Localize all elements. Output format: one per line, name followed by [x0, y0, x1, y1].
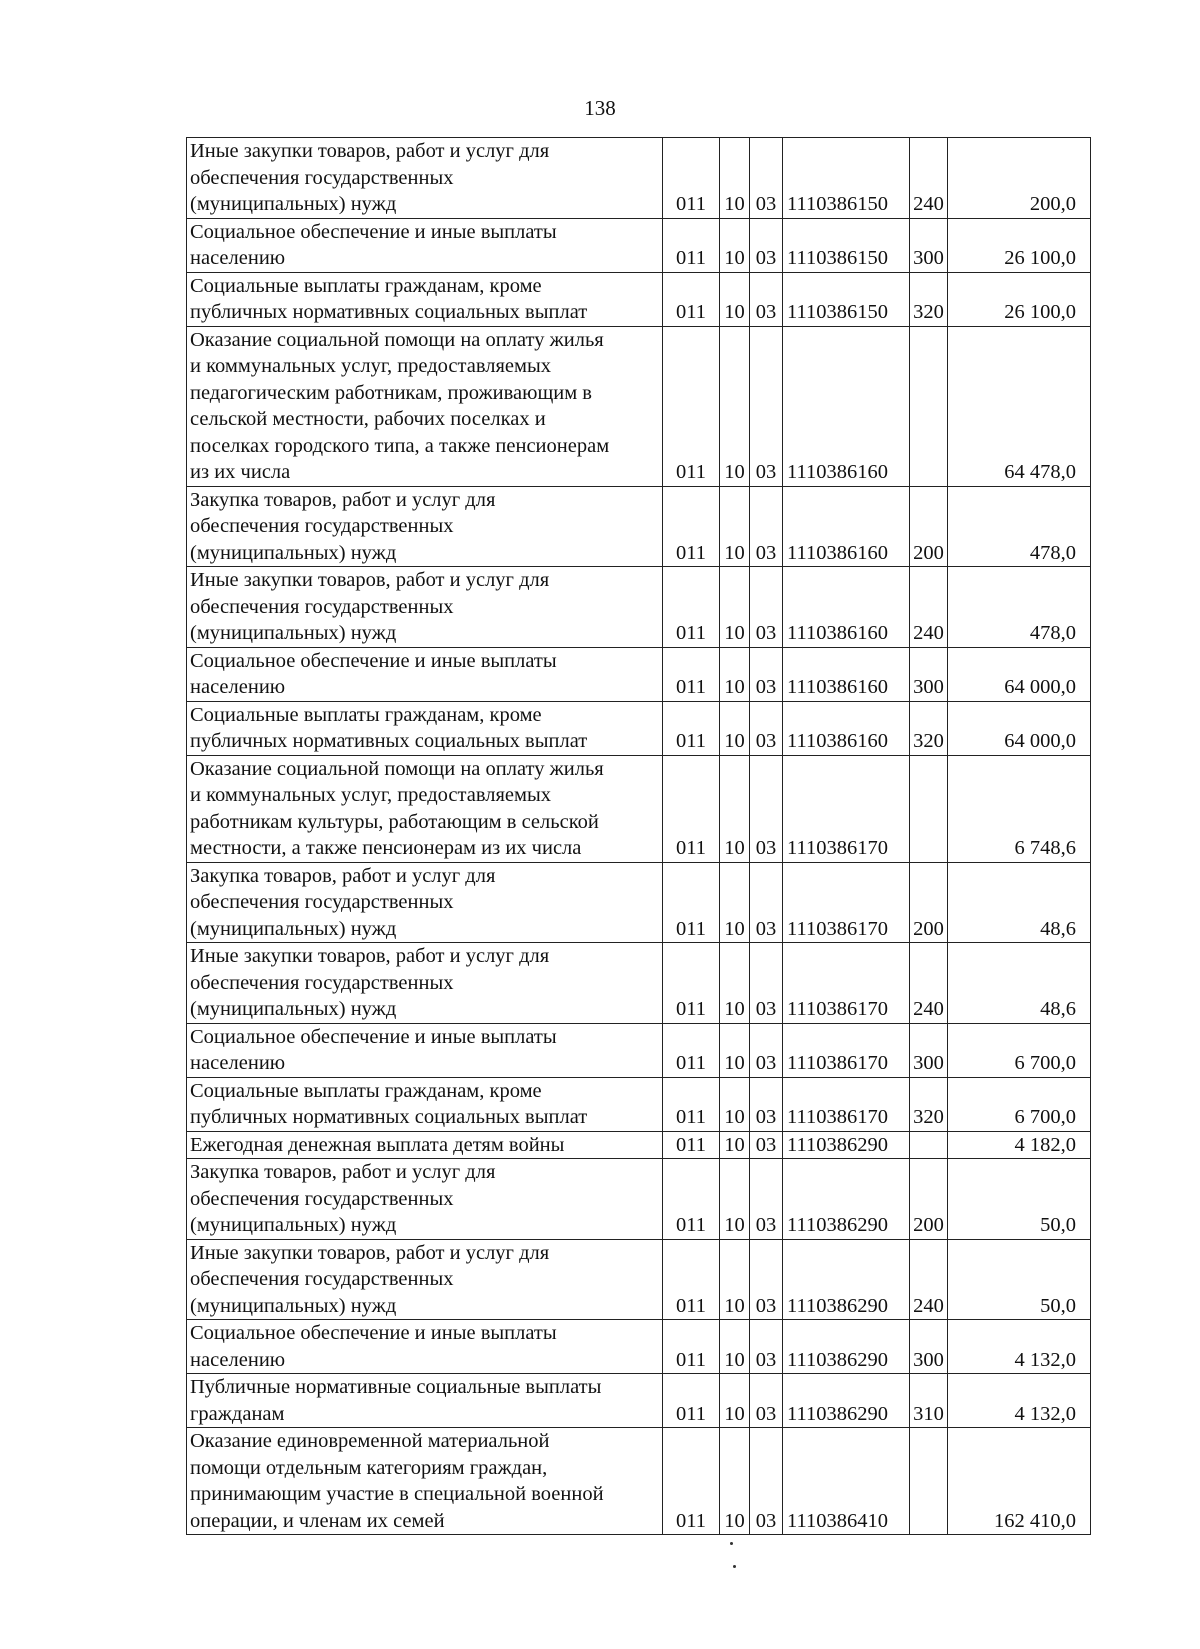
ministry-code: 011	[663, 755, 720, 862]
row-name-line: (муниципальных) нужд	[190, 622, 397, 644]
amount: 478,0	[948, 567, 1091, 648]
row-name-line: (муниципальных) нужд	[190, 917, 397, 940]
section-code: 10	[720, 1428, 750, 1535]
target-article-code: 1110386160	[783, 326, 910, 486]
row-name-line: Иные закупки товаров, работ и услуг для	[190, 1241, 550, 1264]
target-article-code: 1110386160	[783, 567, 910, 648]
ministry-code: 011	[663, 1428, 720, 1535]
table-row	[187, 647, 1091, 701]
target-article-code: 1110386170	[783, 1077, 910, 1131]
subsection-code: 03	[750, 943, 783, 1024]
target-article-code: 1110386170	[783, 1023, 910, 1077]
subsection-code: 03	[750, 701, 783, 755]
expense-kind-code: 240	[910, 567, 948, 648]
row-name-line: Закупка товаров, работ и услуг для	[190, 1161, 496, 1183]
section-code: 10	[720, 1159, 750, 1240]
expense-kind-code: 240	[910, 1239, 948, 1320]
expense-kind-code: 300	[910, 647, 948, 701]
section-code: 10	[720, 138, 750, 219]
expense-kind-code	[910, 755, 948, 862]
row-name-line: публичных нормативных социальных выплат	[190, 1106, 588, 1128]
subsection-code: 03	[750, 755, 783, 862]
target-article-code: 1110386160	[783, 486, 910, 567]
amount: 6 748,6	[948, 755, 1091, 862]
amount: 64 478,0	[948, 326, 1091, 486]
table-row	[187, 1159, 1091, 1240]
subsection-code: 03	[750, 862, 783, 943]
row-name-line: Оказание социальной помощи на оплату жилья	[190, 328, 604, 351]
section-code: 10	[720, 1374, 750, 1428]
subsection-code: 03	[750, 272, 783, 326]
row-name	[187, 326, 663, 486]
row-name-line: Социальное обеспечение и иные выплаты	[190, 649, 557, 672]
table-row	[187, 862, 1091, 943]
ministry-code: 011	[663, 272, 720, 326]
target-article-code: 1110386160	[783, 701, 910, 755]
target-article-code: 1110386290	[783, 1320, 910, 1374]
table-row	[187, 1023, 1091, 1077]
target-article-code: 1110386290	[783, 1239, 910, 1320]
row-name-line: гражданам	[190, 1402, 285, 1425]
subsection-code: 03	[750, 1374, 783, 1428]
row-name-line: (муниципальных) нужд	[190, 193, 397, 215]
section-code: 10	[720, 943, 750, 1024]
section-code: 10	[720, 272, 750, 326]
subsection-code: 03	[750, 486, 783, 567]
section-code: 10	[720, 862, 750, 943]
row-name	[187, 1428, 663, 1535]
amount: 50,0	[948, 1239, 1091, 1320]
subsection-code: 03	[750, 1077, 783, 1131]
row-name	[187, 486, 663, 567]
section-code: 10	[720, 486, 750, 567]
row-name	[187, 943, 663, 1024]
row-name-line: населению	[190, 676, 286, 698]
row-name-line: обеспечения государственных	[190, 1268, 454, 1290]
amount: 6 700,0	[948, 1023, 1091, 1077]
table-row	[187, 272, 1091, 326]
row-name-line: сельской местности, рабочих поселках и	[190, 408, 546, 430]
amount: 50,0	[948, 1159, 1091, 1240]
ministry-code: 011	[663, 1023, 720, 1077]
scan-speck	[733, 1565, 736, 1568]
row-name	[187, 218, 663, 272]
row-name-line: педагогическим работникам, проживающим в	[190, 381, 592, 404]
row-name-line: (муниципальных) нужд	[190, 998, 397, 1020]
expense-kind-code: 200	[910, 862, 948, 943]
row-name	[187, 1023, 663, 1077]
row-name-line: Социальные выплаты гражданам, кроме	[190, 1079, 542, 1102]
table-row	[187, 486, 1091, 567]
row-name-line: обеспечения государственных	[190, 515, 454, 537]
table-row	[187, 1131, 1091, 1159]
row-name-line: населению	[190, 1348, 286, 1371]
row-name-line: поселках городского типа, а также пенсионерам	[190, 434, 610, 457]
row-name-line: Закупка товаров, работ и услуг для	[190, 488, 496, 511]
row-name-line: Оказание единовременной материальной	[190, 1430, 550, 1452]
row-name-line: обеспечения государственных	[190, 1187, 454, 1210]
row-name-line: Публичные нормативные социальные выплаты	[190, 1376, 602, 1398]
ministry-code: 011	[663, 1077, 720, 1131]
subsection-code: 03	[750, 1023, 783, 1077]
target-article-code: 1110386150	[783, 138, 910, 219]
expense-kind-code: 310	[910, 1374, 948, 1428]
target-article-code: 1110386160	[783, 647, 910, 701]
ministry-code: 011	[663, 943, 720, 1024]
expense-kind-code: 240	[910, 138, 948, 219]
amount: 48,6	[948, 862, 1091, 943]
expense-kind-code: 320	[910, 272, 948, 326]
ministry-code: 011	[663, 1374, 720, 1428]
subsection-code: 03	[750, 1428, 783, 1535]
row-name-line: принимающим участие в специальной военной	[190, 1483, 604, 1505]
table-row	[187, 1077, 1091, 1131]
row-name-line: обеспечения государственных	[190, 891, 454, 913]
row-name-line: публичных нормативных социальных выплат	[190, 730, 588, 752]
subsection-code: 03	[750, 138, 783, 219]
row-name-line: обеспечения государственных	[190, 166, 454, 189]
row-name	[187, 567, 663, 648]
subsection-code: 03	[750, 647, 783, 701]
page-number: 138	[584, 96, 616, 120]
section-code: 10	[720, 647, 750, 701]
ministry-code: 011	[663, 1131, 720, 1159]
budget-table	[186, 137, 1091, 1535]
ministry-code: 011	[663, 647, 720, 701]
row-name-line: Социальные выплаты гражданам, кроме	[190, 274, 542, 297]
target-article-code: 1110386290	[783, 1131, 910, 1159]
table-row	[187, 701, 1091, 755]
ministry-code: 011	[663, 1159, 720, 1240]
table-row	[187, 755, 1091, 862]
target-article-code: 1110386170	[783, 943, 910, 1024]
table-row	[187, 218, 1091, 272]
row-name	[187, 755, 663, 862]
row-name-line: населению	[190, 247, 286, 269]
row-name	[187, 1131, 663, 1159]
row-name-line: Социальное обеспечение и иные выплаты	[190, 1322, 557, 1344]
expense-kind-code	[910, 1131, 948, 1159]
expense-kind-code: 300	[910, 1320, 948, 1374]
row-name-line: обеспечения государственных	[190, 595, 454, 618]
row-name-line: и коммунальных услуг, предоставляемых	[190, 355, 552, 377]
ministry-code: 011	[663, 1320, 720, 1374]
section-code: 10	[720, 326, 750, 486]
row-name-line: Иные закупки товаров, работ и услуг для	[190, 569, 550, 591]
row-name	[187, 1077, 663, 1131]
amount: 478,0	[948, 486, 1091, 567]
table-row	[187, 567, 1091, 648]
scan-speck	[730, 1542, 733, 1545]
amount: 4 132,0	[948, 1374, 1091, 1428]
row-name	[187, 138, 663, 219]
section-code: 10	[720, 1077, 750, 1131]
table-row	[187, 1374, 1091, 1428]
amount: 64 000,0	[948, 647, 1091, 701]
row-name-line: Социальные выплаты гражданам, кроме	[190, 703, 542, 726]
row-name-line: операции, и членам их семей	[190, 1509, 445, 1532]
amount: 26 100,0	[948, 272, 1091, 326]
amount: 26 100,0	[948, 218, 1091, 272]
row-name	[187, 1239, 663, 1320]
section-code: 10	[720, 701, 750, 755]
amount: 4 132,0	[948, 1320, 1091, 1374]
row-name-line: населению	[190, 1052, 286, 1074]
row-name-line: Социальное обеспечение и иные выплаты	[190, 220, 557, 243]
amount: 6 700,0	[948, 1077, 1091, 1131]
row-name-line: Оказание социальной помощи на оплату жилья	[190, 757, 604, 780]
ministry-code: 011	[663, 138, 720, 219]
row-name-line: Ежегодная денежная выплата детям войны	[190, 1133, 565, 1156]
subsection-code: 03	[750, 326, 783, 486]
row-name-line: (муниципальных) нужд	[190, 541, 397, 564]
amount: 4 182,0	[948, 1131, 1091, 1159]
expense-kind-code: 320	[910, 1077, 948, 1131]
amount: 162 410,0	[948, 1428, 1091, 1535]
table-row	[187, 943, 1091, 1024]
row-name	[187, 862, 663, 943]
subsection-code: 03	[750, 1320, 783, 1374]
subsection-code: 03	[750, 1239, 783, 1320]
subsection-code: 03	[750, 218, 783, 272]
expense-kind-code	[910, 1428, 948, 1535]
table-row	[187, 1239, 1091, 1320]
section-code: 10	[720, 1320, 750, 1374]
target-article-code: 1110386170	[783, 755, 910, 862]
table-row	[187, 138, 1091, 219]
row-name-line: Социальное обеспечение и иные выплаты	[190, 1025, 557, 1048]
table-row	[187, 1428, 1091, 1535]
expense-kind-code: 300	[910, 1023, 948, 1077]
table-row	[187, 1320, 1091, 1374]
row-name-line: обеспечения государственных	[190, 971, 454, 994]
row-name-line: помощи отдельным категориям граждан,	[190, 1456, 548, 1479]
row-name-line: Закупка товаров, работ и услуг для	[190, 864, 496, 887]
section-code: 10	[720, 755, 750, 862]
ministry-code: 011	[663, 218, 720, 272]
ministry-code: 011	[663, 567, 720, 648]
ministry-code: 011	[663, 862, 720, 943]
section-code: 10	[720, 1131, 750, 1159]
amount: 200,0	[948, 138, 1091, 219]
row-name-line: публичных нормативных социальных выплат	[190, 301, 588, 323]
row-name	[187, 1374, 663, 1428]
row-name-line: (муниципальных) нужд	[190, 1214, 397, 1236]
ministry-code: 011	[663, 326, 720, 486]
section-code: 10	[720, 218, 750, 272]
target-article-code: 1110386170	[783, 862, 910, 943]
row-name	[187, 1320, 663, 1374]
table-body	[187, 138, 1091, 1535]
expense-kind-code: 200	[910, 486, 948, 567]
target-article-code: 1110386410	[783, 1428, 910, 1535]
section-code: 10	[720, 1239, 750, 1320]
subsection-code: 03	[750, 567, 783, 648]
row-name	[187, 647, 663, 701]
expense-kind-code: 200	[910, 1159, 948, 1240]
row-name-line: (муниципальных) нужд	[190, 1294, 397, 1317]
row-name-line: из их числа	[190, 461, 291, 483]
expense-kind-code: 320	[910, 701, 948, 755]
ministry-code: 011	[663, 486, 720, 567]
amount: 48,6	[948, 943, 1091, 1024]
table-row	[187, 326, 1091, 486]
section-code: 10	[720, 567, 750, 648]
row-name-line: Иные закупки товаров, работ и услуг для	[190, 945, 550, 967]
target-article-code: 1110386290	[783, 1159, 910, 1240]
subsection-code: 03	[750, 1159, 783, 1240]
row-name	[187, 272, 663, 326]
target-article-code: 1110386290	[783, 1374, 910, 1428]
row-name	[187, 1159, 663, 1240]
row-name	[187, 701, 663, 755]
row-name-line: работникам культуры, работающим в сельской	[190, 810, 599, 833]
target-article-code: 1110386150	[783, 218, 910, 272]
row-name-line: и коммунальных услуг, предоставляемых	[190, 784, 552, 806]
expense-kind-code: 240	[910, 943, 948, 1024]
expense-kind-code	[910, 326, 948, 486]
ministry-code: 011	[663, 701, 720, 755]
subsection-code: 03	[750, 1131, 783, 1159]
amount: 64 000,0	[948, 701, 1091, 755]
section-code: 10	[720, 1023, 750, 1077]
target-article-code: 1110386150	[783, 272, 910, 326]
ministry-code: 011	[663, 1239, 720, 1320]
row-name-line: Иные закупки товаров, работ и услуг для	[190, 140, 550, 162]
expense-kind-code: 300	[910, 218, 948, 272]
row-name-line: местности, а также пенсионерам из их числа	[190, 837, 582, 859]
